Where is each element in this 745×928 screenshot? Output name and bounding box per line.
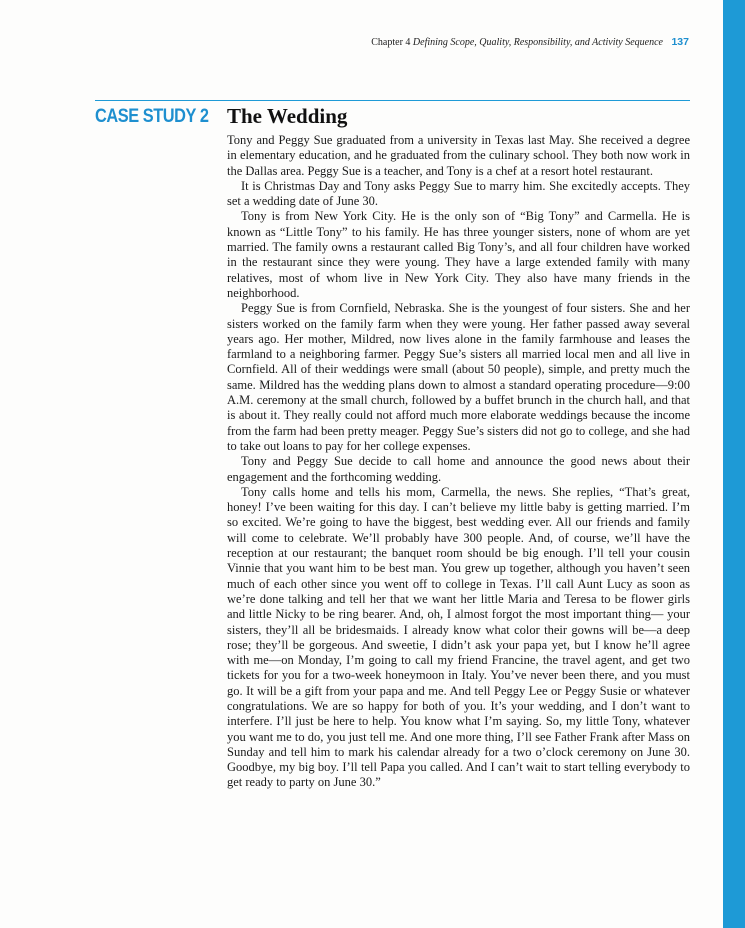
page-number: 137 [671,36,689,48]
paragraph: Tony and Peggy Sue graduated from a university in Texas last May. She received a degree in elementary education, and he graduated from the culinary school. They both now work in the Dallas area. Peggy Sue is a teacher, and Tony is a chef at a resort hotel restaurant. [227,133,690,178]
chapter-label: Chapter 4 [371,37,411,48]
paragraph: It is Christmas Day and Tony asks Peggy Sue to marry him. She excitedly accepts. They set a wedding date of June 30. [227,178,690,209]
running-header [371,36,689,48]
paragraph: Peggy Sue is from Cornfield, Nebraska. She is the youngest of four sisters. She and her sisters worked on the family farm when they were young. Her father passed away several years ago. Her mother, Mildred, now lives alone in the family farmhouse and leases the farmland to a neighboring farmer. Peggy Sue’s sisters all married local men and all live in Cornfield. All of their weddings were small (about 50 people), simple, and pretty much the same. Mildred has the wedding plans down to almost a standard operating procedure—9:00 A.M. ceremony at the small church, followed by a buffet brunch in the church hall, and that is about it. They really could not afford much more elaborate weddings because the income from the farm had been pretty meager. Peggy Sue’s sisters did not go to college, and she had to take out loans to pay for her college expenses. [227,301,690,453]
paragraph: Tony and Peggy Sue decide to call home and announce the good news about their engagement and the forthcoming wedding. [227,454,690,484]
case-study-label: CASE STUDY 2 [95,106,209,127]
page-edge-bar [723,0,745,928]
paragraph: Tony is from New York City. He is the only son of “Big Tony” and Carmella. He is known as “Little Tony” to his family. He has three younger sisters, none of whom are yet married. The family owns a restaurant called Big Tony’s, and all four children have worked in the restaurant since they were young. They have a large extended family with many relatives, most of whom live in New York City. They also have many friends in the neighborhood. [227,209,690,300]
case-title: The Wedding [227,104,348,128]
section-rule [95,100,690,101]
paragraph: Tony calls home and tells his mom, Carmella, the news. She replies, “That’s great, honey! I’ve been waiting for this day. I can’t believe my little baby is getting married. I’m so excited. We’re going to have the biggest, best wedding ever. All our friends and family will come to celebrate. We’ll probably have 300 people. And, of course, we’ll have the reception at our restaurant; the banquet room should be big enough. I’ll tell your cousin Vinnie that you want him to be best man. You grew up together, although you haven’t seen much of each other since you went off to college in Texas. I’ll call Aunt Lucy as soon as we’re done talking and tell her that we want her little Maria and Teresa to be flower girls and little Nicky to be ring bearer. And, oh, I almost forgot the most important thing— your sisters, they’ll all be bridesmaids. I already know what color their gowns will be—a deep rose; they’ll be gorgeous. And sweetie, I didn’t ask your papa yet, but I know he’ll agree with me—on Monday, I’m going to call my friend Francine, the travel agent, and get two tickets for you for a two-week honeymoon in Italy. You’ve never been there, and you must go. It will be a gift from your papa and me. And tell Peggy Lee or Peggy Susie or whatever congratulations. We are so happy for both of you. It’s your wedding, and I don’t want to interfere. I’ll just be here to help. You know what I’m saying. So, my little Tony, whatever you want me to do, you just tell me. And one more thing, I’ll see Father Frank after Mass on Sunday and tell him to mark his calendar already for a two o’clock ceremony on June 30. Goodbye, my big boy. I’ll tell Papa you called. And I can’t wait to start telling everybody to get ready to party on June 30.” [227,484,690,790]
chapter-subtitle: Defining Scope, Quality, Responsibility, and Activity Sequence [412,37,663,48]
case-body [227,133,690,791]
